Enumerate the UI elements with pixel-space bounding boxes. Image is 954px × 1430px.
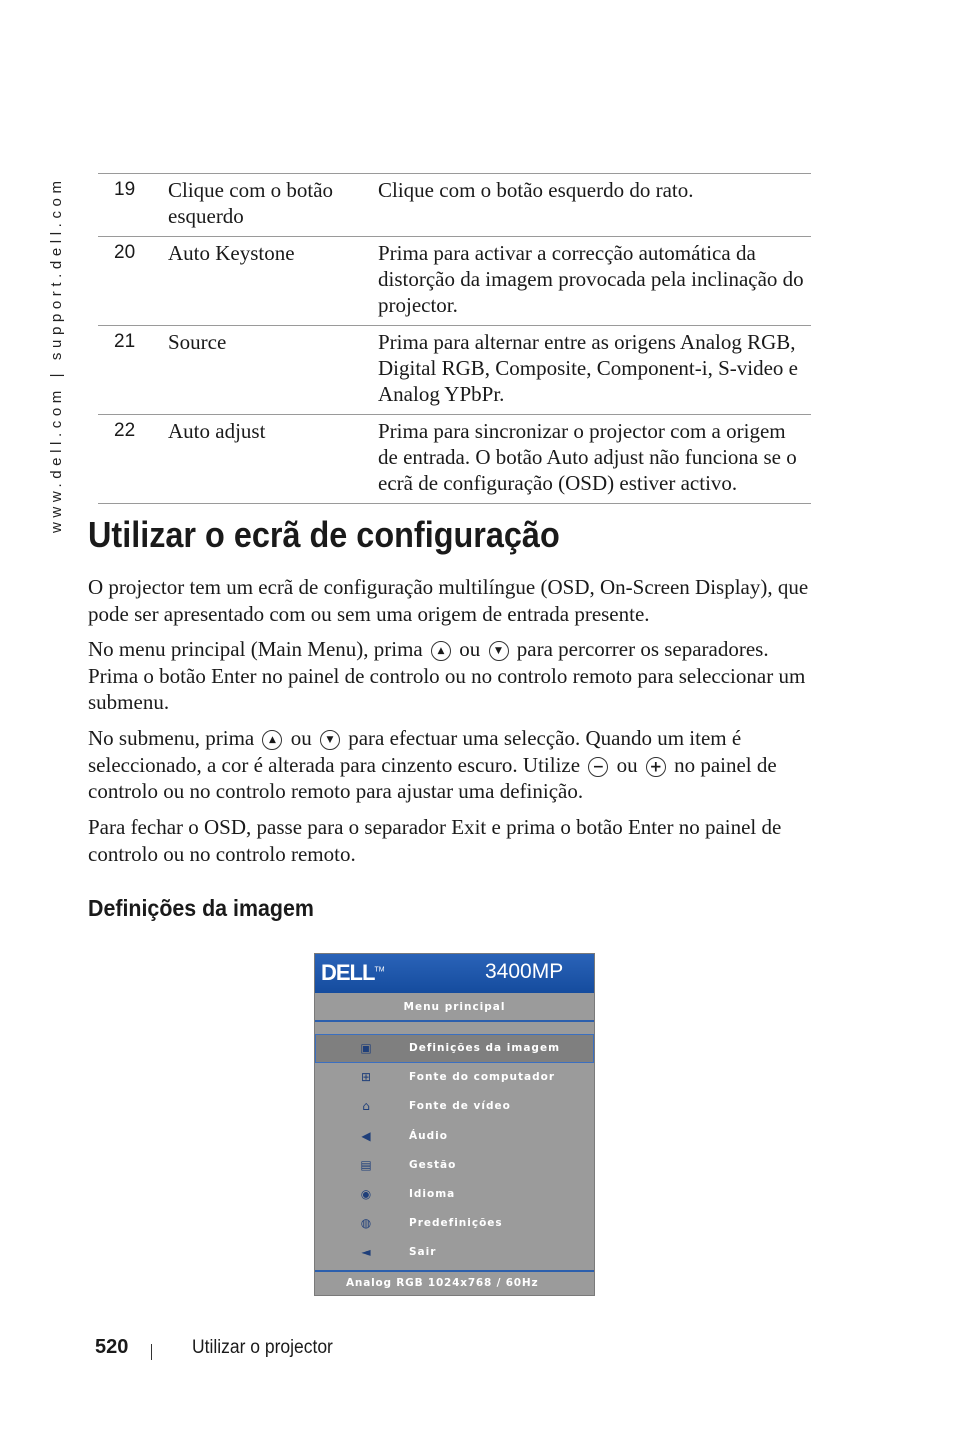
minus-button-icon — [588, 757, 608, 777]
paragraph-text: No menu principal (Main Menu), prima — [88, 637, 423, 661]
paragraph-text: no painel de controlo ou no controlo remoto para ajustar uma definição. — [88, 752, 777, 803]
paragraph-submenu — [88, 725, 823, 805]
monitor-icon: ▣ — [360, 1041, 372, 1055]
exit-arrow-icon: ◄ — [361, 1245, 371, 1260]
paragraph-text: para efectuar uma selecção. Quando um item é seleccionado, a cor é alterada para cinzento escuro. Utilize — [88, 726, 742, 777]
paragraph-text: O projector tem um ecrã de configuração multilíngue (OSD, On-Screen Display), que pode ser apresentado com ou sem uma origem de entrada presente. — [88, 575, 809, 626]
key-name: Source — [168, 326, 378, 415]
osd-item-label: Fonte do computador — [409, 1071, 555, 1084]
osd-item-defaults[interactable] — [315, 1209, 594, 1238]
paragraph-text: ou — [459, 637, 481, 661]
osd-item-video-source[interactable] — [315, 1092, 594, 1121]
page-title: Utilizar o ecrã de configuração — [88, 514, 560, 555]
osd-item-management[interactable] — [315, 1151, 594, 1180]
up-button-icon — [431, 641, 451, 661]
key-number: 20 — [98, 237, 168, 326]
paragraph-text: No submenu, prima — [88, 726, 255, 750]
paragraph-exit — [88, 814, 823, 867]
footer-section: Utilizar o projector — [192, 1337, 333, 1358]
osd-item-label: Áudio — [409, 1129, 448, 1142]
table-row — [98, 415, 811, 504]
key-number: 19 — [98, 174, 168, 237]
table-row — [98, 326, 811, 415]
osd-item-audio[interactable] — [315, 1122, 594, 1151]
paragraph-text: para percorrer os separadores. Prima o botão Enter no painel de controlo ou no controlo remoto para seleccionar um submenu. — [88, 637, 806, 714]
osd-item-label: Definições da imagem — [409, 1042, 561, 1054]
osd-status: Analog RGB 1024x768 / 60Hz — [315, 1270, 594, 1295]
osd-item-label: Sair — [409, 1246, 437, 1259]
key-name: Auto adjust — [168, 415, 378, 504]
table-row — [98, 174, 811, 237]
computer-source-icon: ⊞ — [360, 1070, 372, 1085]
osd-item-computer-source[interactable] — [315, 1063, 594, 1092]
footer-divider — [151, 1344, 152, 1360]
up-button-icon — [262, 730, 282, 750]
key-description: Prima para alternar entre as origens Analog RGB, Digital RGB, Composite, Component-i, S-video e Analog YPbPr. — [378, 326, 811, 415]
osd-item-language[interactable] — [315, 1180, 594, 1209]
osd-item-label: Idioma — [409, 1187, 456, 1200]
section-heading: Definições da imagem — [88, 895, 314, 921]
paragraph-text: ou — [616, 752, 638, 777]
page-number: 520 — [95, 1336, 129, 1358]
down-button-icon — [320, 730, 340, 750]
key-description: Prima para sincronizar o projector com a origem de entrada. O botão Auto adjust não funciona se o ecrã de configuração (OSD) estiver activo. — [378, 415, 811, 504]
speaker-icon: ◀ — [361, 1128, 371, 1143]
side-url-text: www.dell.com | support.dell.com — [48, 176, 65, 533]
key-number: 21 — [98, 326, 168, 415]
osd-menu-list — [315, 1034, 594, 1268]
paragraph-text: Para fechar o OSD, passe para o separador Exit e prima o botão Enter no painel de controlo ou no controlo remoto. — [88, 815, 782, 866]
paragraph-text: ou — [290, 726, 312, 750]
key-description: Clique com o botão esquerdo do rato. — [378, 174, 811, 237]
table-row — [98, 237, 811, 326]
paragraph-intro — [88, 574, 823, 627]
osd-model: 3400MP — [485, 960, 564, 983]
osd-item-label: Gestão — [409, 1158, 457, 1171]
osd-header — [315, 954, 594, 993]
paragraph-main-menu — [88, 636, 823, 716]
key-number: 22 — [98, 415, 168, 504]
osd-screenshot — [314, 953, 595, 1296]
management-icon: ▤ — [360, 1157, 372, 1172]
osd-item-exit[interactable] — [315, 1238, 594, 1267]
globe-icon: ◉ — [360, 1186, 372, 1201]
reset-icon: ◍ — [360, 1216, 372, 1231]
plus-button-icon — [646, 757, 666, 777]
down-button-icon — [489, 641, 509, 661]
key-name: Auto Keystone — [168, 237, 378, 326]
keys-table — [98, 173, 811, 504]
video-source-icon: ⌂ — [362, 1099, 370, 1114]
side-url — [48, 173, 68, 533]
dell-logo: DELL™ — [321, 960, 385, 985]
key-description: Prima para activar a correcção automática da distorção da imagem provocada pela inclinação do projector. — [378, 237, 811, 326]
osd-item-label: Fonte de vídeo — [409, 1100, 511, 1113]
osd-menu-title: Menu principal — [315, 995, 594, 1022]
osd-item-image-settings[interactable] — [315, 1034, 594, 1063]
osd-item-label: Predefinições — [409, 1217, 503, 1230]
key-name: Clique com o botão esquerdo — [168, 174, 378, 237]
